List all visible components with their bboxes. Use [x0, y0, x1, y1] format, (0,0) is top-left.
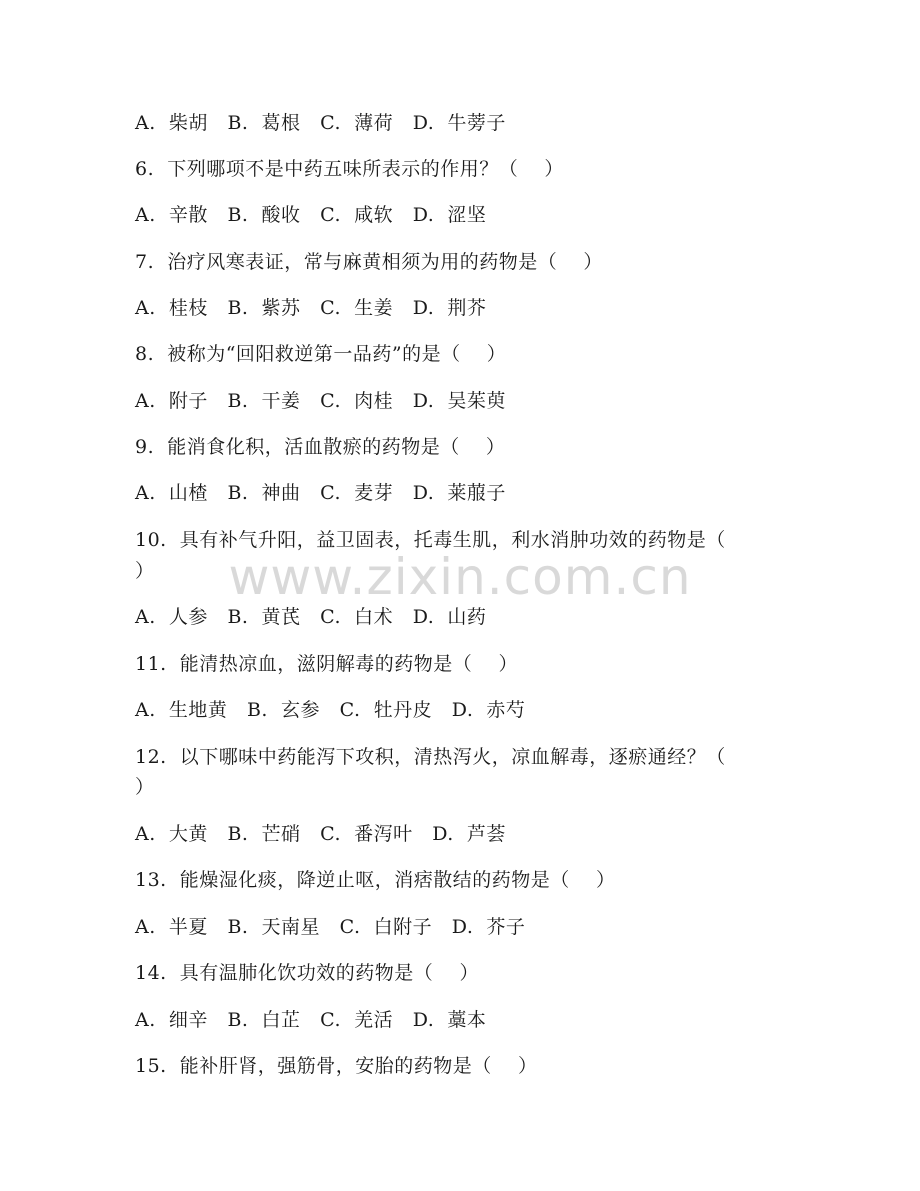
- options-line-8: A. 附子 B. 干姜 C. 肉桂 D. 吴茱萸: [135, 390, 506, 412]
- options-line-5: A. 柴胡 B. 葛根 C. 薄荷 D. 牛蒡子: [135, 112, 506, 134]
- question-12-continuation: ）: [135, 776, 155, 798]
- question-12: 12. 以下哪味中药能泻下攻积，清热泻火，凉血解毒，逐瘀通经？（: [135, 746, 726, 768]
- watermark: www.zixin.com.cn: [228, 548, 692, 606]
- question-11: 11. 能清热凉血，滋阴解毒的药物是（ ）: [135, 653, 518, 675]
- options-line-12: A. 大黄 B. 芒硝 C. 番泻叶 D. 芦荟: [135, 823, 506, 845]
- options-line-7: A. 桂枝 B. 紫苏 C. 生姜 D. 荆芥: [135, 297, 487, 319]
- options-line-9: A. 山楂 B. 神曲 C. 麦芽 D. 莱菔子: [135, 482, 506, 504]
- options-line-10: A. 人参 B. 黄芪 C. 白术 D. 山药: [135, 606, 487, 628]
- question-15: 15. 能补肝肾，强筋骨，安胎的药物是（ ）: [135, 1055, 538, 1077]
- options-line-11: A. 生地黄 B. 玄参 C. 牡丹皮 D. 赤芍: [135, 699, 526, 721]
- question-7: 7. 治疗风寒表证，常与麻黄相须为用的药物是（ ）: [135, 251, 603, 273]
- question-9: 9. 能消食化积，活血散瘀的药物是（ ）: [135, 436, 506, 458]
- question-14: 14. 具有温肺化饮功效的药物是（ ）: [135, 962, 479, 984]
- options-line-14: A. 细辛 B. 白芷 C. 羌活 D. 藁本: [135, 1009, 487, 1031]
- question-13: 13. 能燥湿化痰，降逆止呕，消痞散结的药物是（ ）: [135, 869, 616, 891]
- options-line-13: A. 半夏 B. 天南星 C. 白附子 D. 芥子: [135, 916, 526, 938]
- question-6: 6. 下列哪项不是中药五味所表示的作用？（ ）: [135, 158, 564, 180]
- question-10: 10. 具有补气升阳，益卫固表，托毒生肌，利水消肿功效的药物是（: [135, 529, 726, 551]
- question-8: 8. 被称为“回阳救逆第一品药”的是（ ）: [135, 343, 507, 365]
- question-10-continuation: ）: [135, 560, 155, 582]
- options-line-6: A. 辛散 B. 酸收 C. 咸软 D. 涩坚: [135, 204, 487, 226]
